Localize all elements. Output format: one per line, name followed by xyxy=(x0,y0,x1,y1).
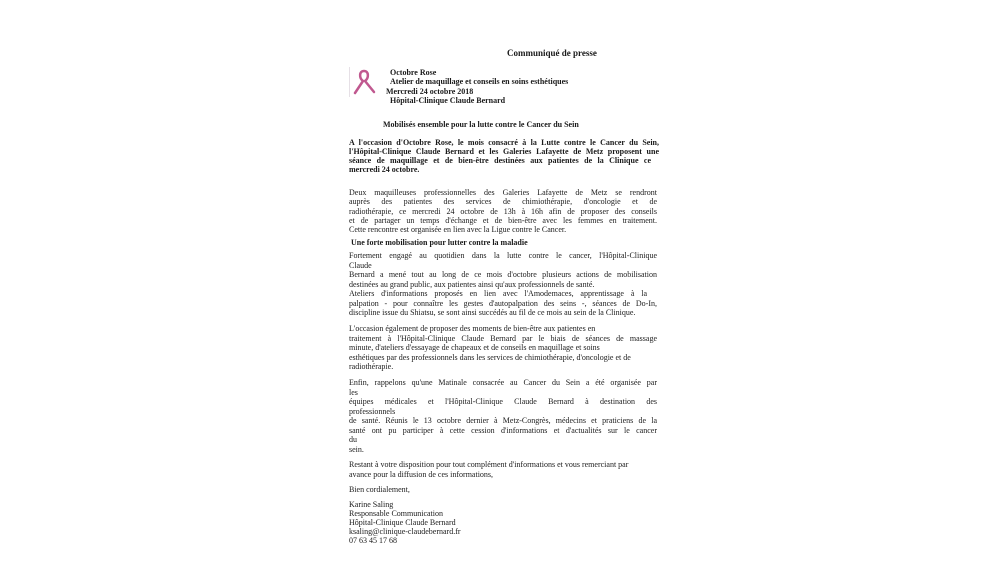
para1-line: radiothérapie, ce mercredi 24 octobre de 13h à 16h afin de proposer des conseils xyxy=(349,207,657,216)
para2-line: destinées au grand public, aux patientes ainsi qu'aux professionnels de santé. xyxy=(349,279,595,289)
para4-line: santé ont pu participer à cette cession d'informations et d'actualités sur le cancer xyxy=(349,425,657,435)
para1-line: Cette rencontre est organisée en lien avec la Ligue contre le Cancer. xyxy=(349,225,567,234)
para2-line: Claude xyxy=(349,260,372,270)
signature-email[interactable]: ksaling@clinique-claudebernard.fr xyxy=(349,527,461,536)
greeting: Bien cordialement, xyxy=(349,485,410,494)
document-title: Communiqué de presse xyxy=(507,48,597,58)
intro-line: A l'occasion d'Octobre Rose, le mois consacré à la Lutte contre le Cancer du Sein, xyxy=(349,138,659,147)
para2-line: discipline issue du Shiatsu, se sont ainsi succédés au fil de ce mois au sein de la Clinique. xyxy=(349,308,636,317)
para2-line: Bernard a mené tout au long de ce mois d'octobre plusieurs actions de mobilisation xyxy=(349,270,657,279)
para4-line: professionnels xyxy=(349,406,396,416)
para3-line: minute, d'ateliers d'essayage de chapeaux et de conseils en maquillage et soins xyxy=(349,343,600,352)
intro-line: mercredi 24 octobre. xyxy=(349,165,420,174)
para1-line: et de partager un temps d'échange et de bien-être avec les femmes en traitement. xyxy=(349,216,657,225)
subtitle: Mobilisés ensemble pour la lutte contre le Cancer du Sein xyxy=(383,120,579,129)
para4-line: du xyxy=(349,435,357,444)
signature-org: Hôpital-Clinique Claude Bernard xyxy=(349,518,456,527)
para1-line: Deux maquilleuses professionnelles des Galeries Lafayette de Metz se rendront xyxy=(349,188,657,197)
para2-line: palpation - pour connaître les gestes d'autopalpation des seins -, séances de Do-In, xyxy=(349,298,657,308)
header-line: Atelier de maquillage et conseils en soins esthétiques xyxy=(390,77,569,86)
closing-line: avance pour la diffusion de ces informations, xyxy=(349,469,494,479)
para4-line: Enfin, rappelons qu'une Matinale consacrée au Cancer du Sein a été organisée par xyxy=(349,378,657,387)
section-heading: Une forte mobilisation pour lutter contre la maladie xyxy=(351,238,528,247)
intro-line: séance de maquillage et de bien-être destinées aux patientes de la Clinique ce xyxy=(349,156,651,165)
closing-line: Restant à votre disposition pour tout complément d'informations et vous remerciant par xyxy=(349,460,629,469)
para3-line: esthétiques par des professionnels dans les services de chimiothérapie, d'oncologie et de xyxy=(349,352,631,362)
signature-role: Responsable Communication xyxy=(349,509,443,518)
para3-line: L'occasion également de proposer des moments de bien-être aux patientes en xyxy=(349,324,596,333)
signature-phone: 07 63 45 17 68 xyxy=(349,536,397,545)
para2-line: Ateliers d'informations proposés en lien avec l'Amodemaces, apprentissage à la xyxy=(349,289,647,298)
para4-line: sein. xyxy=(349,444,364,454)
para3-line: radiothérapie. xyxy=(349,362,394,371)
header-line: Octobre Rose xyxy=(390,68,437,77)
para4-line: de santé. Réunis le 13 octobre dernier à Metz-Congrès, médecins et praticiens de la xyxy=(349,416,657,425)
signature-name: Karine Saling xyxy=(349,500,394,509)
intro-line: l'Hôpital-Clinique Claude Bernard et les Galeries Lafayette de Metz proposent une xyxy=(349,147,659,156)
header-line: Mercredi 24 octobre 2018 xyxy=(386,87,474,96)
para4-line: équipes médicales et l'Hôpital-Clinique Claude Bernard à destination des xyxy=(349,397,657,406)
header-line: Hôpital-Clinique Claude Bernard xyxy=(390,96,506,105)
para3-line: traitement à l'Hôpital-Clinique Claude Bernard par le biais de séances de massage xyxy=(349,333,657,343)
para1-line: auprès des patientes des services de chimiothérapie, d'oncologie et de xyxy=(349,197,657,206)
pink-ribbon-icon xyxy=(349,67,380,97)
para2-line: Fortement engagé au quotidien dans la lutte contre le cancer, l'Hôpital-Clinique xyxy=(349,251,657,260)
para4-line: les xyxy=(349,387,358,397)
